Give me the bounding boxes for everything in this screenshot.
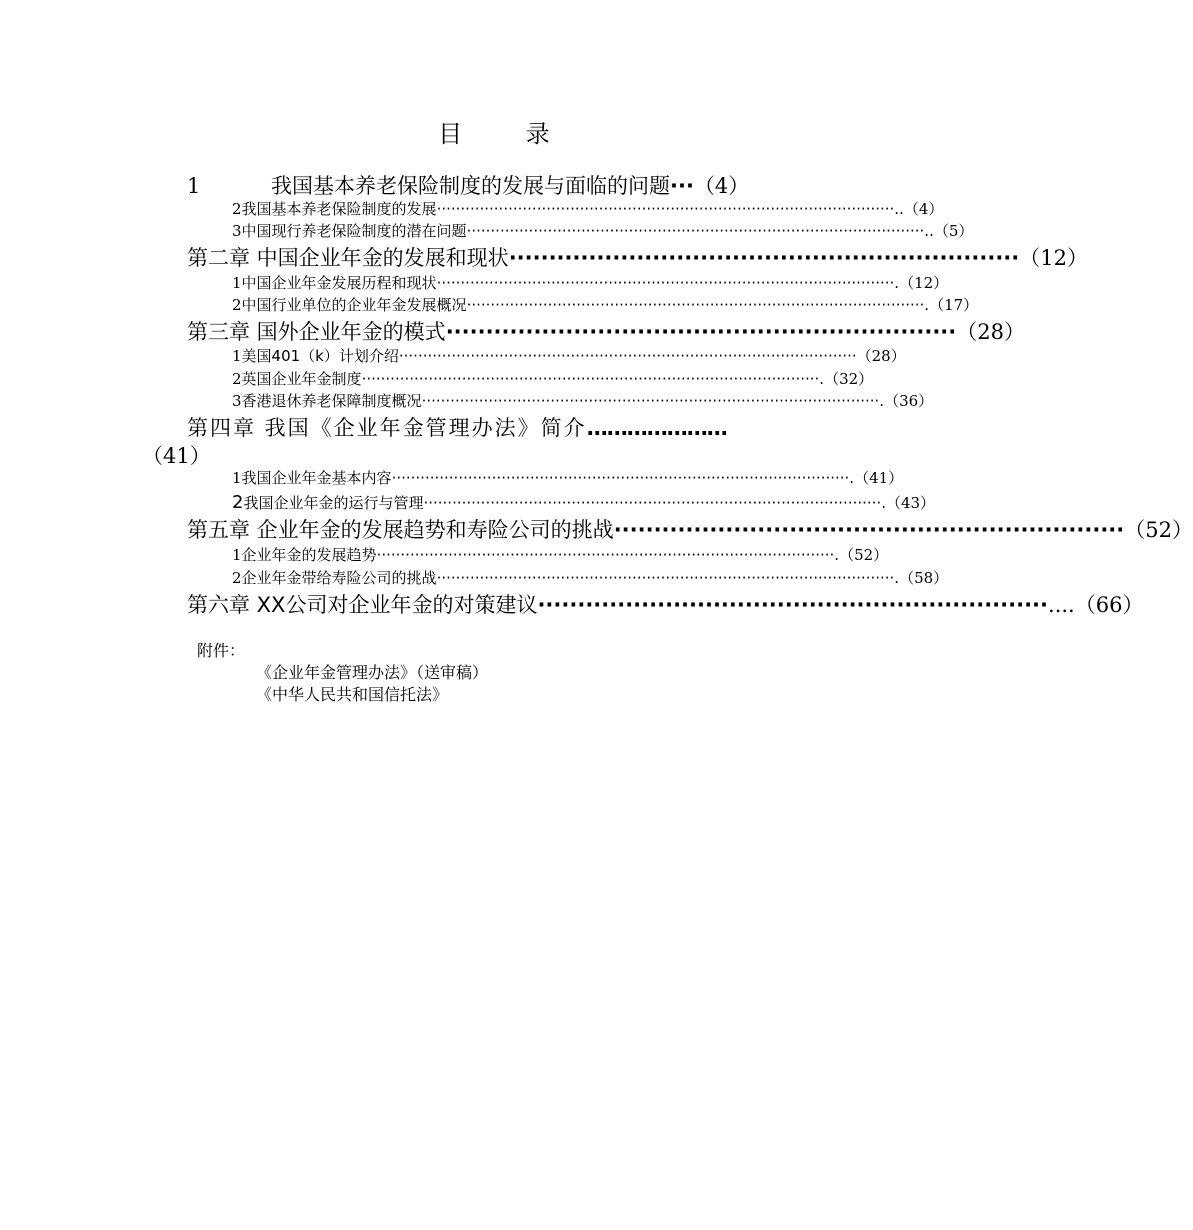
- toc-chapter-1[interactable]: [187, 170, 787, 200]
- toc-chapter-5[interactable]: [187, 514, 1193, 544]
- item-leader: ································································································: [466, 222, 925, 240]
- chapter-leader: ································································: [508, 246, 1020, 270]
- toc-item[interactable]: [232, 492, 936, 513]
- chapter-title: 第五章 企业年金的发展趋势和寿险公司的挑战: [187, 518, 614, 542]
- chapter-leader: ································································: [445, 320, 957, 344]
- chapter-page: （52）: [1124, 518, 1193, 542]
- item-leader: ································································································: [361, 370, 820, 388]
- chapter-title: 第二章 中国企业年金的发展和现状: [187, 246, 509, 270]
- item-title: 我国基本养老保险制度的发展: [241, 200, 437, 218]
- item-title: 企业年金带给寿险公司的挑战: [241, 569, 437, 587]
- chapter-leader: ································································: [537, 593, 1049, 617]
- item-page: .（52）: [834, 546, 889, 564]
- toc-chapter-3[interactable]: [187, 316, 1025, 346]
- item-number: 1: [232, 546, 242, 564]
- toc-item[interactable]: [232, 368, 874, 389]
- item-page: .（41）: [849, 469, 904, 487]
- chapter-title: 我国基本养老保险制度的发展与面临的问题: [271, 174, 670, 198]
- chapter-number: 1: [187, 174, 201, 198]
- item-leader: ································································································: [421, 392, 880, 410]
- chapter-leader: ···: [670, 174, 694, 198]
- item-leader: ································································································: [376, 546, 835, 564]
- item-leader: ································································································: [436, 274, 895, 292]
- toc-item[interactable]: [232, 294, 979, 315]
- chapter-title: 第三章 国外企业年金的模式: [187, 320, 446, 344]
- attachments-label: 附件：: [197, 641, 246, 660]
- toc-title: 目 录: [438, 120, 578, 148]
- item-number: 3: [232, 392, 242, 410]
- item-title: 我国企业年金的运行与管理: [243, 494, 424, 512]
- chapter-title: 第四章 我国《企业年金管理办法》简介: [187, 416, 587, 440]
- attachment-item[interactable]: 《企业年金管理办法》（送审稿）: [256, 663, 489, 682]
- item-title: 中国现行养老保险制度的潜在问题: [241, 222, 467, 240]
- toc-item[interactable]: [232, 390, 934, 411]
- item-number: 2: [232, 296, 242, 314]
- chapter-page: ....（66）: [1048, 593, 1144, 617]
- toc-item[interactable]: [232, 544, 889, 565]
- item-leader: ································································································: [423, 494, 882, 512]
- item-title: 美国401（k）计划介绍: [241, 347, 399, 365]
- item-title: 中国企业年金发展历程和现状: [241, 274, 437, 292]
- item-page: .（58）: [894, 569, 949, 587]
- toc-item[interactable]: [232, 198, 944, 219]
- chapter-page: （4）: [693, 174, 750, 198]
- toc-item[interactable]: [232, 567, 949, 588]
- item-leader: ································································································: [436, 200, 895, 218]
- toc-chapter-4[interactable]: [187, 412, 727, 442]
- chapter-page: （12）: [1019, 246, 1088, 270]
- item-leader: ································································································: [466, 296, 925, 314]
- item-number: 2: [232, 492, 244, 513]
- toc-item[interactable]: [232, 220, 974, 241]
- toc-item[interactable]: [232, 272, 949, 293]
- toc-chapter-2[interactable]: [187, 242, 1088, 272]
- chapter-title: 第六章 XX公司对企业年金的对策建议: [187, 593, 538, 617]
- item-number: 1: [232, 274, 242, 292]
- item-title: 中国行业单位的企业年金发展概况: [241, 296, 467, 314]
- item-leader: ································································································: [436, 569, 895, 587]
- item-page: （28）: [856, 347, 906, 365]
- toc-chapter-6[interactable]: [187, 589, 1144, 619]
- chapter-page: （28）: [956, 320, 1025, 344]
- item-number: 2: [232, 200, 242, 218]
- item-page: .（43）: [881, 494, 936, 512]
- item-number: 1: [232, 347, 242, 365]
- chapter-leader: …………………: [586, 416, 727, 440]
- item-page: .（12）: [894, 274, 949, 292]
- item-title: 英国企业年金制度: [241, 370, 362, 388]
- item-number: 2: [232, 569, 242, 587]
- item-title: 企业年金的发展趋势: [241, 546, 377, 564]
- chapter-leader: ································································: [613, 518, 1125, 542]
- item-page: .（17）: [924, 296, 979, 314]
- item-number: 3: [232, 222, 242, 240]
- chapter-4-page: （41）: [142, 444, 211, 468]
- item-page: ..（4）: [894, 200, 944, 218]
- attachment-item[interactable]: 《中华人民共和国信托法》: [256, 685, 449, 704]
- item-title: 香港退休养老保障制度概况: [241, 392, 422, 410]
- item-number: 2: [232, 370, 242, 388]
- toc-item[interactable]: [232, 467, 904, 488]
- item-leader: ································································································: [398, 347, 857, 365]
- item-page: ..（5）: [924, 222, 974, 240]
- item-page: .（36）: [879, 392, 934, 410]
- item-page: .（32）: [819, 370, 874, 388]
- toc-item[interactable]: [232, 345, 906, 366]
- item-title: 我国企业年金基本内容: [241, 469, 392, 487]
- item-leader: ································································································: [391, 469, 850, 487]
- item-number: 1: [232, 469, 242, 487]
